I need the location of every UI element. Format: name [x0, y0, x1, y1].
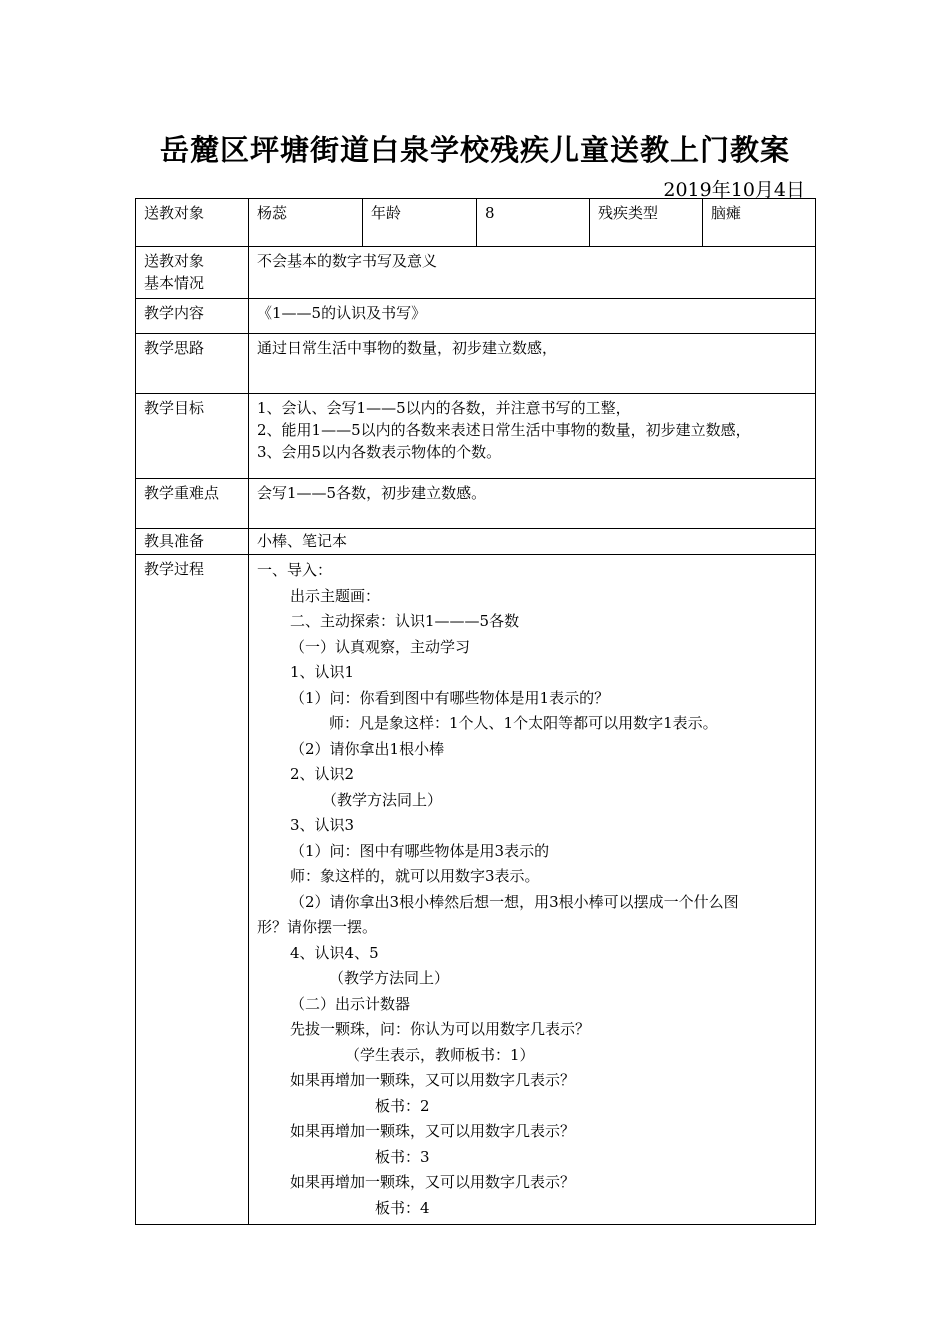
- key-row: [136, 479, 816, 529]
- basic-row: [136, 247, 816, 299]
- process-line: （2）请你拿出3根小棒然后想一想，用3根小棒可以摆成一个什么图: [290, 892, 739, 911]
- target-value: 杨蕊: [249, 199, 363, 247]
- goals-row: [136, 394, 816, 479]
- content-value: 《1——5的认识及书写》: [249, 299, 816, 334]
- age-value: 8: [477, 199, 590, 247]
- idea-label: 教学思路: [136, 334, 249, 394]
- header-row: [136, 199, 816, 247]
- process-line: 先拔一颗珠，问：你认为可以用数字几表示？: [290, 1020, 591, 1038]
- basic-content: 不会基本的数字书写及意义: [249, 247, 816, 299]
- content-row: [136, 299, 816, 334]
- process-line: （教学方法同上）: [329, 969, 450, 987]
- key-label: 教学重难点: [136, 479, 249, 529]
- basic-label: [136, 247, 249, 299]
- process-line: 师：象这样的，就可以用数字3表示。: [290, 867, 540, 885]
- process-line: （教学方法同上）: [322, 790, 443, 809]
- basic-label-line1: 送教对象: [144, 252, 205, 270]
- process-line: （一）认真观察，主动学习: [290, 637, 471, 656]
- goal-line: 1、会认、会写1——5以内的各数，并注意书写的工整，: [257, 399, 631, 417]
- idea-value: 通过日常生活中事物的数量，初步建立数感，: [249, 334, 816, 394]
- goals-value: [249, 394, 816, 479]
- process-row: [136, 555, 816, 1225]
- disability-value: 脑瘫: [703, 199, 816, 247]
- process-line: 4、认识4、5: [290, 943, 379, 962]
- process-line: （1）问：图中有哪些物体是用3表示的: [290, 841, 550, 860]
- process-line: （2）请你拿出1根小棒: [290, 739, 445, 758]
- process-line: 板书：2: [375, 1096, 430, 1115]
- process-line: 如果再增加一颗珠，又可以用数字几表示？: [290, 1122, 576, 1140]
- goal-line: 3、会用5以内各数表示物体的个数。: [257, 443, 502, 461]
- process-line: （二）出示计数器: [290, 994, 411, 1013]
- process-line: 3、认识3: [290, 816, 355, 834]
- tools-label: 教具准备: [136, 529, 249, 555]
- goals-label: 教学目标: [136, 394, 249, 479]
- process-line: 师：凡是象这样：1个人、1个太阳等都可以用数字1表示。: [329, 714, 718, 732]
- process-line: 形？请你摆一摆。: [257, 918, 378, 936]
- disability-label: 残疾类型: [590, 199, 703, 247]
- basic-label-line2: 基本情况: [144, 274, 205, 292]
- process-line: 2、认识2: [290, 765, 355, 783]
- process-line: 1、认识1: [290, 663, 355, 681]
- goal-line: 2、能用1——5以内的各数来表述日常生活中事物的数量，初步建立数感，: [257, 421, 751, 439]
- age-label: 年龄: [363, 199, 477, 247]
- key-value: 会写1——5各数，初步建立数感。: [249, 479, 816, 529]
- process-line: 板书：4: [375, 1198, 430, 1217]
- tools-row: [136, 529, 816, 555]
- document-date: 2019年10月4日: [663, 179, 805, 201]
- process-line: 如果再增加一颗珠，又可以用数字几表示？: [290, 1173, 576, 1191]
- lesson-plan-table: [135, 198, 816, 1225]
- process-value: [249, 555, 816, 1225]
- process-line: 如果再增加一颗珠，又可以用数字几表示？: [290, 1071, 576, 1089]
- document-title: 岳麓区坪塘街道白泉学校残疾儿童送教上门教案: [159, 133, 790, 167]
- tools-value: 小棒、笔记本: [249, 529, 816, 555]
- content-label: 教学内容: [136, 299, 249, 334]
- target-label: 送教对象: [136, 199, 249, 247]
- process-line: （学生表示，教师板书：1）: [345, 1045, 535, 1064]
- process-line: 板书：3: [375, 1147, 430, 1166]
- process-label: 教学过程: [136, 555, 249, 1225]
- process-line: 一、导入：: [257, 561, 333, 579]
- process-line: 出示主题画：: [290, 586, 381, 605]
- idea-row: [136, 334, 816, 394]
- process-line: 二、主动探索：认识1———5各数: [290, 612, 520, 630]
- process-line: （1）问：你看到图中有哪些物体是用1表示的？: [290, 688, 610, 707]
